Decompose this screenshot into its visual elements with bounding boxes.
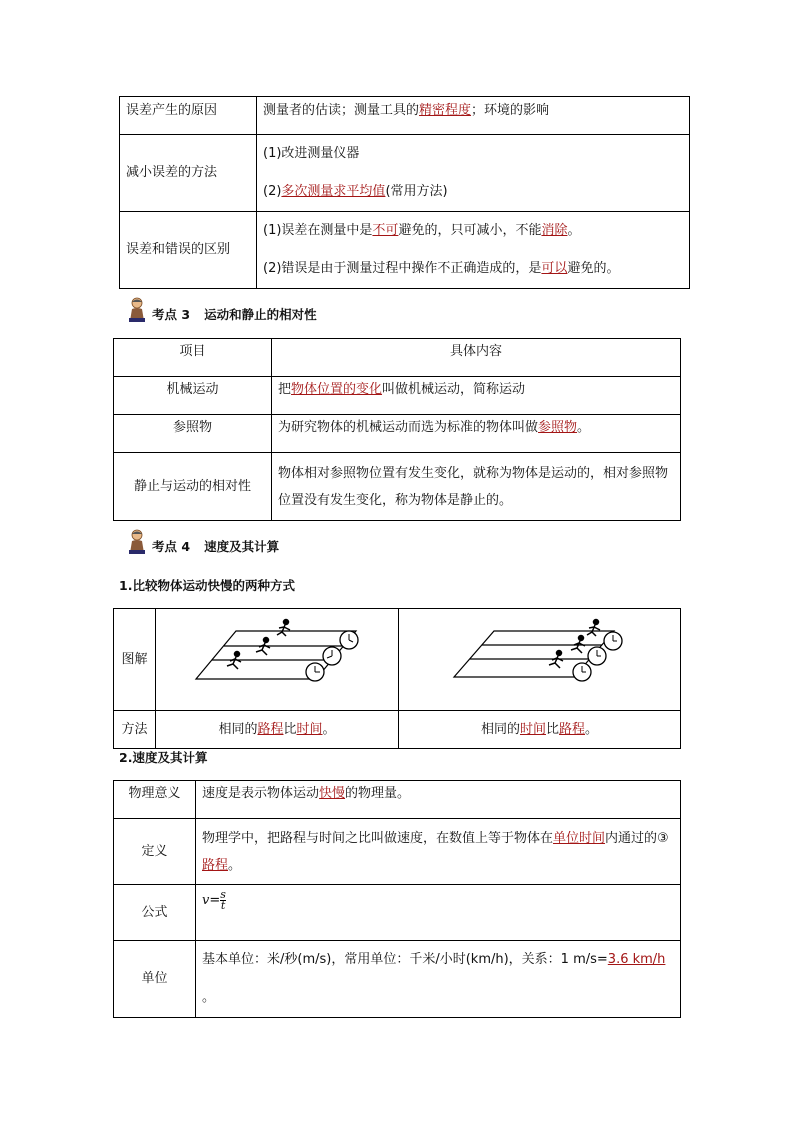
same-distance-diagram [156, 609, 399, 711]
error-table [119, 96, 690, 289]
definition-label: 定义 [114, 819, 196, 885]
reference-object-label: 参照物 [114, 415, 272, 453]
relativity-content: 物体相对参照物位置有发生变化，就称为物体是运动的，相对参照物位置没有发生变化，称为物体是静止的。 [272, 453, 681, 521]
error-cause-label: 误差产生的原因 [120, 97, 257, 135]
section-1-heading: 1.比较物体运动快慢的两种方式 [119, 578, 295, 593]
error-vs-mistake-content: (1)误差在测量中是不可避免的，只可减小，不能消除。 (2)错误是由于测量过程中操作不正确造成的，是可以避免的。 [257, 212, 690, 289]
speed-formula-fraction: $\frac{s}{t}$ [220, 888, 226, 912]
reduce-error-content: (1)改进测量仪器 (2)多次测量求平均值(常用方法) [257, 135, 690, 212]
compare-speed-table [113, 608, 681, 749]
teacher-icon [126, 529, 148, 555]
mechanical-motion-label: 机械运动 [114, 377, 272, 415]
method-same-time: 相同的时间比路程。 [399, 711, 681, 749]
runner-icon [227, 620, 290, 670]
relativity-label: 静止与运动的相对性 [114, 453, 272, 521]
kaodian-3-heading: 考点 3 运动和静止的相对性 [126, 297, 317, 323]
formula-label: 公式 [114, 885, 196, 941]
diagram-label: 图解 [114, 609, 156, 711]
definition-content: 物理学中，把路程与时间之比叫做速度，在数值上等于物体在单位时间内通过的③路程。 [196, 819, 681, 885]
mechanical-motion-content: 把物体位置的变化叫做机械运动，简称运动 [272, 377, 681, 415]
reduce-error-label: 减小误差的方法 [120, 135, 257, 212]
reference-object-content: 为研究物体的机械运动而选为标准的物体叫做参照物。 [272, 415, 681, 453]
relativity-table [113, 338, 681, 521]
unit-content: 基本单位：米/秒(m/s)，常用单位：千米/小时(km/h)，关系：1 m/s=3.6 km/h 。 [196, 941, 681, 1018]
section-2-heading: 2.速度及其计算 [119, 750, 208, 765]
error-cause-content: 测量者的估读；测量工具的精密程度；环境的影响 [257, 97, 690, 135]
speed-table [113, 780, 681, 1018]
unit-label: 单位 [114, 941, 196, 1018]
method-same-distance: 相同的路程比时间。 [156, 711, 399, 749]
teacher-icon [126, 297, 148, 323]
same-time-diagram [399, 609, 681, 711]
error-vs-mistake-label: 误差和错误的区别 [120, 212, 257, 289]
track-illustration-2 [399, 609, 681, 701]
formula-content: v= $\frac{s}{t}$ [196, 885, 681, 941]
track-illustration-1 [156, 609, 399, 701]
header-item: 项目 [114, 339, 272, 377]
method-label: 方法 [114, 711, 156, 749]
kaodian-4-heading: 考点 4 速度及其计算 [126, 529, 279, 555]
header-content: 具体内容 [272, 339, 681, 377]
physical-meaning-label: 物理意义 [114, 781, 196, 819]
physical-meaning-content: 速度是表示物体运动快慢的物理量。 [196, 781, 681, 819]
